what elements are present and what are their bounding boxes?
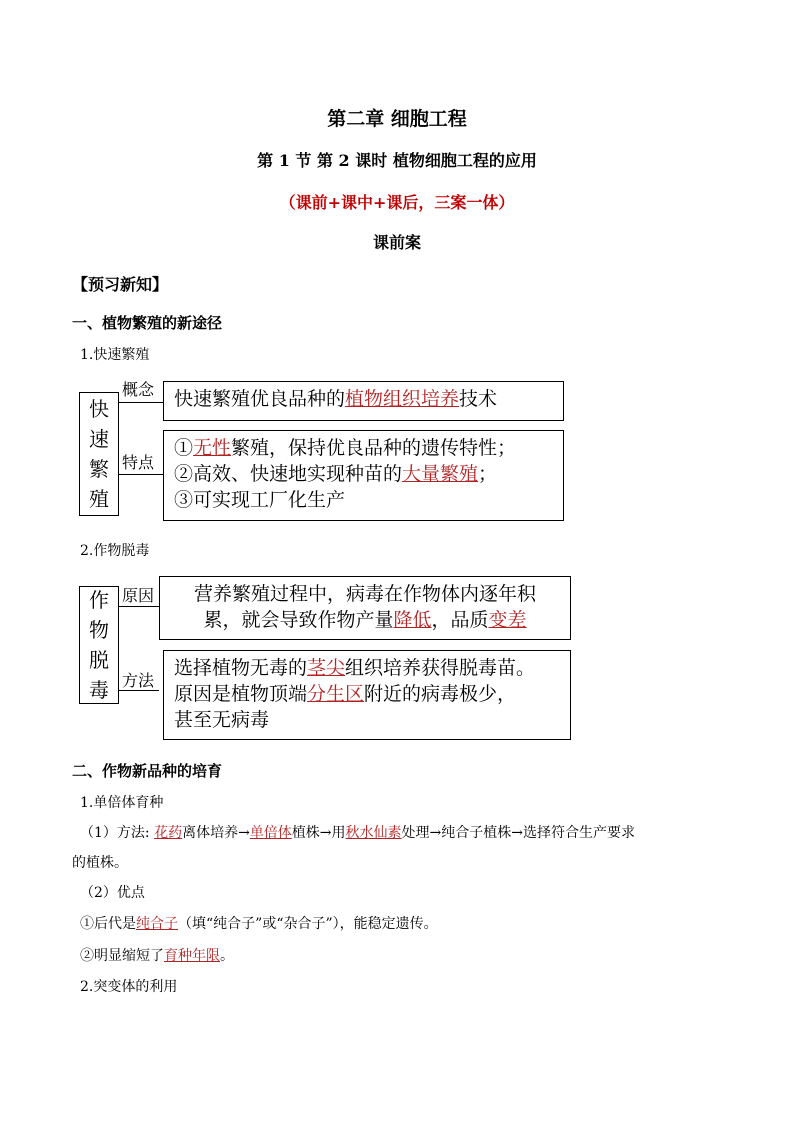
- text: 处理→纯合子植株→选择符合生产要求: [401, 825, 636, 841]
- main-char: 快: [89, 397, 109, 421]
- text: ，品质: [431, 609, 489, 631]
- answer: 育种年限: [164, 948, 220, 964]
- connector: [119, 402, 164, 403]
- item-haploid-breeding: 1.单倍体育种: [80, 795, 164, 811]
- answer: 植物组织培养: [345, 388, 460, 410]
- text: 技术: [459, 388, 498, 410]
- text: 原因是植物顶端: [174, 683, 308, 705]
- text: ②高效、快速地实现种苗的: [174, 463, 403, 485]
- answer: 变差: [488, 609, 527, 631]
- text: （1）方法:: [80, 825, 155, 841]
- main-label-box: [79, 586, 119, 704]
- connector: [119, 474, 164, 475]
- concept-label: 概念: [122, 380, 155, 399]
- text: ①后代是: [80, 916, 136, 932]
- answer: 无性: [193, 437, 232, 459]
- item-detox: 2.作物脱毒: [80, 543, 150, 559]
- text: 组织培养获得脱毒苗。: [345, 657, 536, 679]
- text: 累，就会导致作物产量: [203, 609, 394, 631]
- subtitle: （课前+课中+课后，三案一体）: [279, 193, 515, 212]
- item-rapid-propagation: 1.快速繁殖: [80, 347, 150, 363]
- advantages-title: （2）优点: [80, 885, 145, 901]
- answer: 茎尖: [307, 657, 346, 679]
- main-char: 繁: [89, 457, 109, 481]
- connector: [119, 606, 159, 607]
- main-char: 殖: [89, 487, 109, 511]
- answer: 降低: [393, 609, 432, 631]
- text: 附近的病毒极少，: [364, 683, 517, 705]
- main-char: 脱: [89, 648, 109, 672]
- answer: 大量繁殖: [402, 463, 479, 485]
- main-char: 速: [89, 427, 109, 451]
- text: ②明显缩短了: [80, 948, 164, 964]
- answer: 纯合子: [136, 916, 178, 932]
- reason-label: 原因: [122, 586, 155, 605]
- text: 选择植物无毒的: [174, 657, 308, 679]
- text: ③可实现工厂化生产: [174, 489, 346, 511]
- text: （填“纯合子”或“杂合子”），能稳定遗传。: [178, 916, 438, 932]
- text: 。: [220, 948, 234, 964]
- part1-heading: 一、植物繁殖的新途径: [72, 314, 223, 332]
- preview-heading: 【预习新知】: [72, 275, 169, 294]
- text: ①: [174, 437, 194, 459]
- method-box: [163, 650, 571, 740]
- advantage-1: [80, 913, 760, 933]
- text: ；: [478, 463, 498, 485]
- method-line-2: 的植株。: [72, 855, 128, 871]
- case-title: 课前案: [372, 233, 421, 252]
- concept-box: [163, 381, 564, 421]
- feature-box: [163, 430, 564, 521]
- method-label: 方法: [122, 671, 155, 690]
- section-title: 第 1 节 第 2 课时 植物细胞工程的应用: [257, 151, 537, 170]
- main-label-box: [79, 392, 119, 516]
- feature-label: 特点: [122, 453, 155, 472]
- item-mutant-use: 2.突变体的利用: [80, 979, 178, 995]
- text: 甚至无病毒: [174, 709, 270, 731]
- text: 繁殖，保持优良品种的遗传特性；: [231, 437, 517, 459]
- main-char: 毒: [89, 678, 109, 702]
- text: 快速繁殖优良品种的: [174, 388, 346, 410]
- method-line: [80, 822, 760, 842]
- main-char: 物: [89, 618, 109, 642]
- part2-heading: 二、作物新品种的培育: [72, 762, 223, 780]
- answer: 花药: [154, 825, 183, 841]
- answer: 秋水仙素: [345, 825, 402, 841]
- text: 营养繁殖过程中，病毒在作物体内逐年积: [193, 583, 536, 605]
- advantage-2: [80, 945, 760, 965]
- answer: 分生区: [307, 683, 365, 705]
- text: 植株→用: [291, 825, 346, 841]
- answer: 单倍体: [249, 825, 292, 841]
- chapter-title: 第二章 细胞工程: [327, 108, 467, 130]
- main-char: 作: [89, 588, 109, 612]
- text: 离体培养→: [182, 825, 250, 841]
- reason-box: [159, 576, 571, 640]
